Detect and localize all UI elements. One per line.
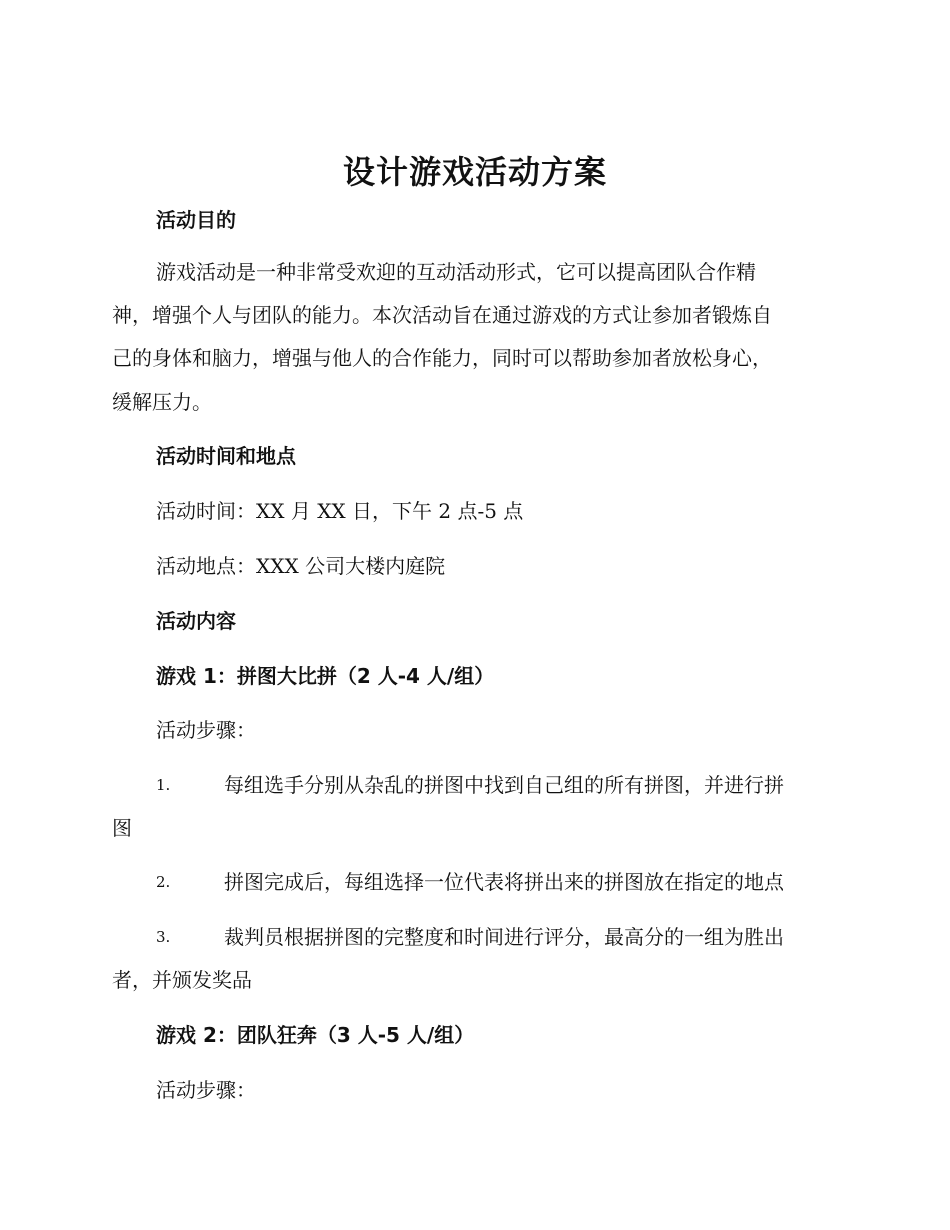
section-heading-purpose: 活动目的 xyxy=(156,208,236,232)
game1-step-2-number: 2. xyxy=(156,873,171,891)
purpose-line-1: 游戏活动是一种非常受欢迎的互动活动形式，它可以提高团队合作精 xyxy=(156,260,756,284)
game1-step-3-number: 3. xyxy=(156,928,171,946)
game1-steps-label: 活动步骤： xyxy=(156,718,256,742)
document-title: 设计游戏活动方案 xyxy=(342,153,607,191)
game1-step-1-line2: 图 xyxy=(112,816,132,840)
section-heading-content: 活动内容 xyxy=(156,609,236,633)
section-heading-time-place: 活动时间和地点 xyxy=(156,444,296,468)
game1-step-3-line1: 裁判员根据拼图的完整度和时间进行评分，最高分的一组为胜出 xyxy=(224,925,784,949)
game2-steps-label: 活动步骤： xyxy=(156,1078,256,1102)
activity-time: 活动时间：XX 月 XX 日，下午 2 点-5 点 xyxy=(156,499,524,523)
game1-step-1-number: 1. xyxy=(156,776,171,794)
game1-step-3-line2: 者，并颁发奖品 xyxy=(112,968,252,992)
game1-step-2-line1: 拼图完成后，每组选择一位代表将拼出来的拼图放在指定的地点 xyxy=(224,870,784,894)
activity-place: 活动地点：XXX 公司大楼内庭院 xyxy=(156,554,446,578)
purpose-line-2: 神，增强个人与团队的能力。本次活动旨在通过游戏的方式让参加者锻炼自 xyxy=(112,303,772,327)
game2-heading: 游戏 2：团队狂奔（3 人-5 人/组） xyxy=(156,1023,475,1047)
purpose-line-3: 己的身体和脑力，增强与他人的合作能力，同时可以帮助参加者放松身心， xyxy=(112,346,772,370)
purpose-line-4: 缓解压力。 xyxy=(112,390,212,414)
game1-heading: 游戏 1：拼图大比拼（2 人-4 人/组） xyxy=(156,664,495,688)
game1-step-1-line1: 每组选手分别从杂乱的拼图中找到自己组的所有拼图，并进行拼 xyxy=(224,773,784,797)
